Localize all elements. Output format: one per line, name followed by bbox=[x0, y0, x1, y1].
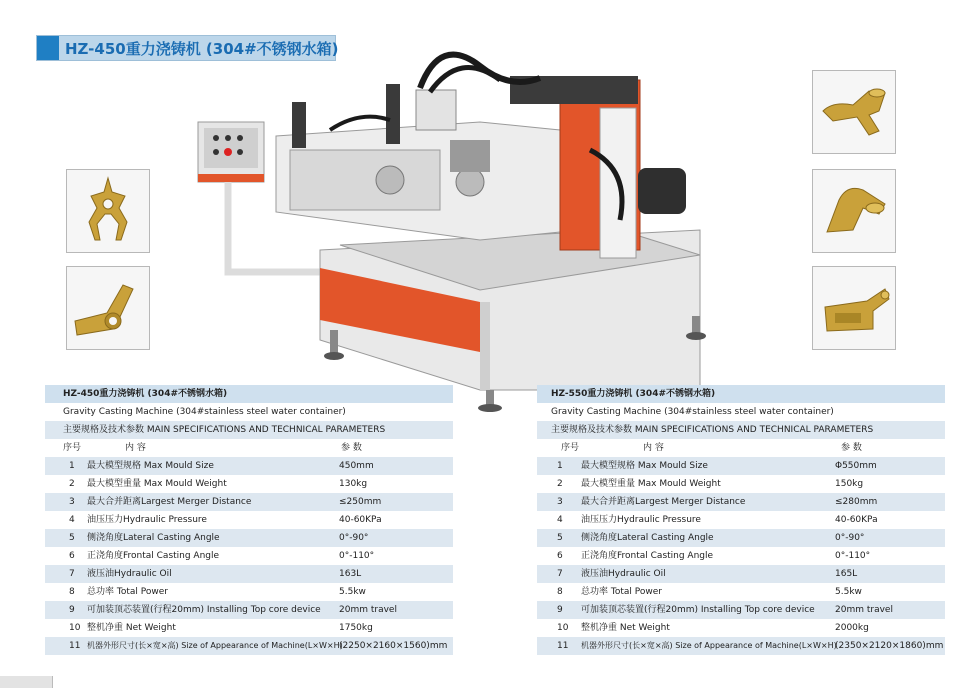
table-row bbox=[45, 511, 453, 529]
spec-right-section-row bbox=[537, 421, 945, 439]
spec-row-value: 0°-90° bbox=[339, 533, 369, 543]
spec-row-item: 最大模型重量 Max Mould Weight bbox=[581, 479, 721, 489]
table-row bbox=[537, 601, 945, 619]
brass-tap-body-icon bbox=[813, 170, 895, 252]
table-row bbox=[45, 475, 453, 493]
table-row bbox=[537, 529, 945, 547]
spec-row-number: 5 bbox=[557, 533, 563, 543]
gravity-casting-machine-illustration bbox=[180, 40, 720, 415]
spec-left-title-row bbox=[45, 385, 453, 403]
spec-row-item: 总功率 Total Power bbox=[87, 587, 168, 597]
brass-faucet-frame-icon bbox=[67, 170, 149, 252]
spec-right-subtitle-row bbox=[537, 403, 945, 421]
spec-row-value: 20mm travel bbox=[835, 605, 893, 615]
spec-row-item: 正浇角度Frontal Casting Angle bbox=[87, 551, 220, 561]
spec-row-item: 机器外形尺寸(长×宽×高) Size of Appearance of Machine(L×W×H) bbox=[87, 641, 343, 650]
title-accent-bar bbox=[37, 36, 59, 60]
spec-row-number: 4 bbox=[69, 515, 75, 525]
spec-left-subtitle-row bbox=[45, 403, 453, 421]
spec-right-col-value: 参 数 bbox=[841, 443, 862, 453]
table-row bbox=[45, 583, 453, 601]
product-thumb-spout bbox=[812, 70, 896, 154]
spec-row-number: 11 bbox=[557, 641, 569, 651]
page-corner-divider bbox=[52, 676, 53, 688]
spec-row-value: 165L bbox=[835, 569, 858, 579]
table-row bbox=[537, 511, 945, 529]
spec-right-subtitle: Gravity Casting Machine (304#stainless steel water container) bbox=[551, 407, 834, 417]
spec-left-col-item: 内 容 bbox=[125, 443, 146, 453]
product-thumb-tap-body bbox=[812, 169, 896, 253]
spec-row-number: 9 bbox=[557, 605, 563, 615]
table-row bbox=[537, 493, 945, 511]
spec-left-section: 主要规格及技术参数 MAIN SPECIFICATIONS AND TECHNICAL PARAMETERS bbox=[63, 425, 386, 435]
spec-right-header-row bbox=[537, 439, 945, 457]
spec-row-number: 8 bbox=[557, 587, 563, 597]
spec-row-number: 11 bbox=[69, 641, 81, 651]
brass-bracket-icon bbox=[813, 267, 895, 349]
table-row bbox=[45, 565, 453, 583]
page-corner-tab bbox=[0, 676, 52, 688]
spec-right-title: HZ-550重力浇铸机 (304#不锈钢水箱) bbox=[551, 389, 716, 399]
spec-left-title: HZ-450重力浇铸机 (304#不锈钢水箱) bbox=[63, 389, 228, 399]
spec-right-section: 主要规格及技术参数 MAIN SPECIFICATIONS AND TECHNICAL PARAMETERS bbox=[551, 425, 874, 435]
spec-row-item: 最大模型规格 Max Mould Size bbox=[87, 461, 214, 471]
spec-row-value: Φ550mm bbox=[835, 461, 877, 471]
spec-row-value: 2000kg bbox=[835, 623, 869, 633]
table-row bbox=[45, 529, 453, 547]
spec-row-item: 最大合并距离Largest Merger Distance bbox=[581, 497, 746, 507]
spec-row-value: 150kg bbox=[835, 479, 864, 489]
spec-row-number: 2 bbox=[69, 479, 75, 489]
spec-row-item: 最大合并距离Largest Merger Distance bbox=[87, 497, 252, 507]
spec-row-number: 9 bbox=[69, 605, 75, 615]
spec-row-number: 6 bbox=[69, 551, 75, 561]
spec-row-value: 40-60KPa bbox=[835, 515, 878, 525]
table-row bbox=[537, 637, 945, 655]
table-row bbox=[45, 637, 453, 655]
spec-row-value: 130kg bbox=[339, 479, 368, 489]
spec-row-number: 3 bbox=[557, 497, 563, 507]
spec-row-item: 可加装顶芯装置(行程20mm) Installing Top core device bbox=[581, 605, 815, 615]
spec-row-value: 5.5kw bbox=[339, 587, 366, 597]
spec-row-number: 3 bbox=[69, 497, 75, 507]
spec-row-number: 6 bbox=[557, 551, 563, 561]
brass-spout-icon bbox=[813, 71, 895, 153]
product-thumb-elbow bbox=[66, 266, 150, 350]
spec-row-number: 7 bbox=[69, 569, 75, 579]
table-row bbox=[537, 583, 945, 601]
spec-left-subtitle: Gravity Casting Machine (304#stainless steel water container) bbox=[63, 407, 346, 417]
spec-row-number: 7 bbox=[557, 569, 563, 579]
spec-row-item: 整机净重 Net Weight bbox=[581, 623, 670, 633]
spec-row-value: 0°-110° bbox=[835, 551, 871, 561]
spec-row-item: 可加装顶芯装置(行程20mm) Installing Top core device bbox=[87, 605, 321, 615]
spec-row-number: 8 bbox=[69, 587, 75, 597]
table-row bbox=[537, 457, 945, 475]
table-row bbox=[537, 565, 945, 583]
spec-left-header-row bbox=[45, 439, 453, 457]
spec-row-item: 最大模型规格 Max Mould Size bbox=[581, 461, 708, 471]
spec-row-value: 0°-110° bbox=[339, 551, 375, 561]
spec-left-col-value: 参 数 bbox=[341, 443, 362, 453]
spec-row-number: 1 bbox=[69, 461, 75, 471]
spec-row-item: 侧浇角度Lateral Casting Angle bbox=[87, 533, 220, 543]
spec-right-col-item: 内 容 bbox=[643, 443, 664, 453]
spec-row-item: 液压油Hydraulic Oil bbox=[581, 569, 666, 579]
table-row bbox=[537, 475, 945, 493]
spec-row-value: 20mm travel bbox=[339, 605, 397, 615]
table-row bbox=[45, 619, 453, 637]
product-thumb-bracket bbox=[812, 266, 896, 350]
table-row bbox=[537, 619, 945, 637]
spec-row-item: 液压油Hydraulic Oil bbox=[87, 569, 172, 579]
table-row bbox=[45, 457, 453, 475]
brass-elbow-fitting-icon bbox=[67, 267, 149, 349]
spec-row-number: 2 bbox=[557, 479, 563, 489]
product-thumb-faucet-frame bbox=[66, 169, 150, 253]
spec-row-number: 10 bbox=[69, 623, 81, 633]
table-row bbox=[45, 493, 453, 511]
spec-row-item: 正浇角度Frontal Casting Angle bbox=[581, 551, 714, 561]
spec-row-number: 10 bbox=[557, 623, 569, 633]
spec-row-value: 163L bbox=[339, 569, 362, 579]
page-title: HZ-450重力浇铸机 (304#不锈钢水箱) bbox=[65, 40, 339, 58]
spec-row-value: 5.5kw bbox=[835, 587, 862, 597]
spec-row-value: (2250×2160×1560)mm bbox=[339, 641, 448, 651]
spec-row-item: 油压压力Hydraulic Pressure bbox=[87, 515, 207, 525]
spec-row-item: 最大模型重量 Max Mould Weight bbox=[87, 479, 227, 489]
table-row bbox=[45, 601, 453, 619]
spec-left-col-no: 序号 bbox=[63, 443, 82, 453]
spec-row-item: 整机净重 Net Weight bbox=[87, 623, 176, 633]
spec-row-value: 0°-90° bbox=[835, 533, 865, 543]
spec-row-number: 5 bbox=[69, 533, 75, 543]
spec-row-item: 油压压力Hydraulic Pressure bbox=[581, 515, 701, 525]
spec-row-item: 总功率 Total Power bbox=[581, 587, 662, 597]
spec-row-number: 4 bbox=[557, 515, 563, 525]
spec-row-value: ≤250mm bbox=[339, 497, 382, 507]
spec-row-value: (2350×2120×1860)mm bbox=[835, 641, 944, 651]
table-row bbox=[537, 547, 945, 565]
spec-row-value: 40-60KPa bbox=[339, 515, 382, 525]
spec-row-value: 1750kg bbox=[339, 623, 373, 633]
spec-row-number: 1 bbox=[557, 461, 563, 471]
spec-row-value: 450mm bbox=[339, 461, 374, 471]
table-row bbox=[45, 547, 453, 565]
spec-left-section-row bbox=[45, 421, 453, 439]
spec-right-title-row bbox=[537, 385, 945, 403]
spec-row-item: 侧浇角度Lateral Casting Angle bbox=[581, 533, 714, 543]
spec-right-col-no: 序号 bbox=[561, 443, 580, 453]
spec-row-value: ≤280mm bbox=[835, 497, 878, 507]
spec-row-item: 机器外形尺寸(长×宽×高) Size of Appearance of Machine(L×W×H) bbox=[581, 641, 837, 650]
